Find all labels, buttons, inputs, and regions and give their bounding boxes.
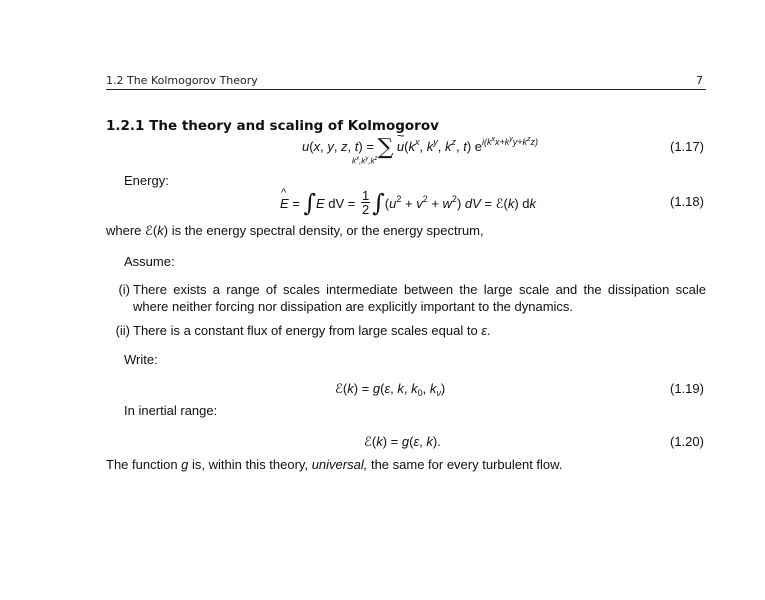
item-text: There exists a range of scales intermediate between the large scale and the dissipation scale where neither forcing nor dissipation are explicitly important to the dynamics. (133, 282, 706, 314)
page-number: 7 (696, 74, 703, 87)
inertial-range-label: In inertial range: (124, 403, 218, 418)
section-title: The theory and scaling of Kolmogorov (149, 118, 439, 134)
universality-paragraph: The function g is, within this theory, universal, the same for every turbulent flow. (106, 457, 563, 472)
header-rule (106, 89, 706, 90)
equation-1-17: u(x, y, z, t) = ∑ ~ $u(k^x$, $k^y$, $k^z$, t) $e^{i(k^xx+k^yy+k^zz)}$ (302, 132, 538, 157)
sum-subscript: $k^x,k^y,k^z$ (352, 156, 378, 166)
equation-number-1-20: (1.20) (670, 434, 704, 449)
section-number: 1.2.1 (106, 118, 145, 134)
assume-label: Assume: (124, 254, 175, 269)
equation-number-1-17: (1.17) (670, 139, 704, 154)
equation-1-18: ^ E = ∫E dV = $\frac{1}{2}$ $\int(u^2 + v^2 + w^2)$ dV = ℰ(k) dk (280, 186, 536, 218)
item-label: (ii) (115, 323, 130, 338)
where-paragraph: where ℰ(k) is the energy spectral density, or the energy spectrum, (106, 223, 484, 238)
equation-1-20: ℰ(k) = g(ε, k). (364, 434, 441, 449)
write-label: Write: (124, 352, 158, 367)
item-text: There is a constant flux of energy from large scales equal to ε. (133, 323, 491, 338)
equation-1-19: ℰ(k) = g(ε, k, $k_0$, $k_\nu$) (335, 381, 446, 398)
equation-number-1-19: (1.19) (670, 381, 704, 396)
item-label: (i) (118, 282, 130, 297)
equation-number-1-18: (1.18) (670, 194, 704, 209)
running-header: 1.2 The Kolmogorov Theory (106, 74, 258, 87)
energy-label: Energy: (124, 173, 169, 188)
